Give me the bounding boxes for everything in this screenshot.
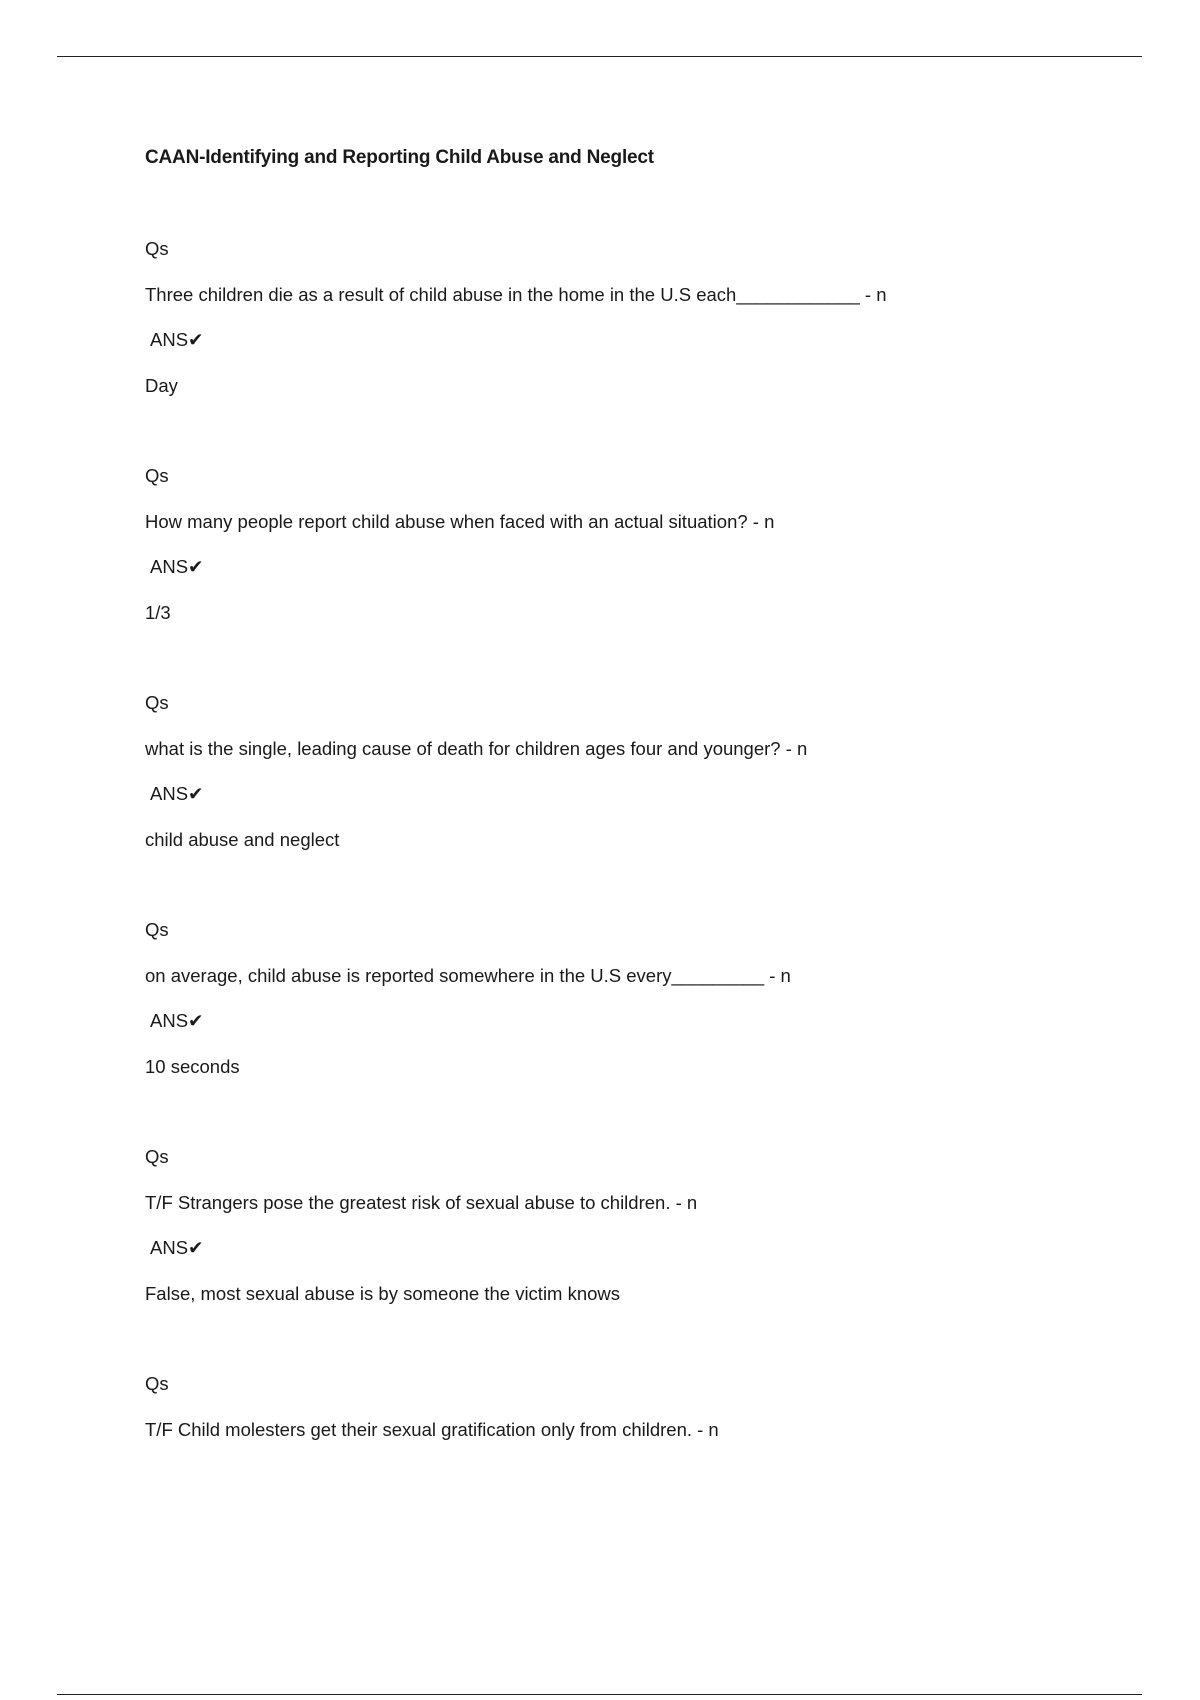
question-label: Qs (145, 692, 169, 713)
answer-label: ANS✔ (150, 556, 204, 577)
answer-label: ANS✔ (150, 329, 204, 350)
footer-rule (57, 1694, 1142, 1695)
answer-text: False, most sexual abuse is by someone the victim knows (145, 1282, 621, 1304)
answer-text: 10 seconds (145, 1055, 240, 1077)
answer-text: Day (145, 374, 178, 396)
question-text: How many people report child abuse when faced with an actual situation? - n (145, 510, 775, 532)
answer-text: child abuse and neglect (145, 828, 340, 850)
qa-item (145, 1371, 1125, 1598)
page-content (145, 144, 1125, 1598)
answer-label: ANS✔ (150, 783, 204, 804)
question-label: Qs (145, 1373, 169, 1394)
answer-text: 1/3 (145, 601, 171, 623)
answer-label: ANS✔ (150, 1237, 204, 1258)
answer-label: ANS✔ (150, 1010, 204, 1031)
qa-item (145, 463, 1125, 690)
qa-item (145, 917, 1125, 1144)
question-label: Qs (145, 238, 169, 259)
question-label: Qs (145, 1146, 169, 1167)
question-text: T/F Strangers pose the greatest risk of sexual abuse to children. - n (145, 1191, 698, 1213)
document-title: CAAN-Identifying and Reporting Child Abuse and Neglect (145, 147, 654, 168)
question-text: what is the single, leading cause of death for children ages four and younger? - n (145, 737, 808, 759)
qa-item (145, 1144, 1125, 1371)
qa-item (145, 236, 1125, 463)
question-text: Three children die as a result of child abuse in the home in the U.S each____________ - n (145, 283, 887, 305)
qa-item (145, 690, 1125, 917)
header-rule (57, 56, 1142, 57)
question-text: on average, child abuse is reported somewhere in the U.S every_________ - n (145, 964, 791, 986)
question-text: T/F Child molesters get their sexual gratification only from children. - n (145, 1418, 719, 1440)
question-label: Qs (145, 465, 169, 486)
question-label: Qs (145, 919, 169, 940)
